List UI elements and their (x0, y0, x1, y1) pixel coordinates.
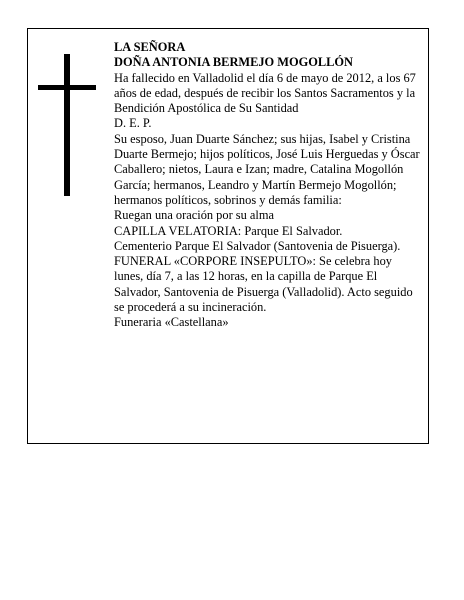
funeral-home: Funeraria «Castellana» (114, 315, 229, 330)
cross-icon (38, 54, 96, 196)
cross-vertical-bar (64, 54, 70, 196)
death-paragraph: Ha fallecido en Valladolid el día 6 de mayo de 2012, a los 67 años de edad, después de recibir los Santos Sacramentos y la Bendición Apostólica de Su Santidad (114, 70, 416, 116)
funeral-paragraph: FUNERAL «CORPORE INSEPULTO»: Se celebra hoy lunes, día 7, a las 12 horas, en la capilla de Parque El Salvador, Santovenia de Pisuerga (Valladolid). Acto seguido se procederá a su incineración. (114, 254, 413, 315)
cemetery-line: Cementerio Parque El Salvador (Santovenia de Pisuerga). (114, 238, 401, 253)
cross-horizontal-bar (38, 85, 96, 90)
family-paragraph: Su esposo, Juan Duarte Sánchez; sus hijas, Isabel y Cristina Duarte Bermejo; hijos políticos, José Luis Herguedas y Óscar Caballero; nietos, Laura e Izan; madre, Catalina Mogollón García; hermanos, Leandro y Martín Bermejo Mogollón; hermanos políticos, sobrinos y demás familia: (114, 131, 420, 207)
dep-line: D. E. P. (114, 116, 152, 131)
prayer-line: Ruegan una oración por su alma (114, 208, 274, 223)
chapel-line: CAPILLA VELATORIA: Parque El Salvador. (114, 223, 343, 238)
obituary-text (114, 40, 424, 331)
deceased-name: DOÑA ANTONIA BERMEJO MOGOLLÓN (114, 55, 354, 70)
header-line: LA SEÑORA (114, 40, 186, 54)
